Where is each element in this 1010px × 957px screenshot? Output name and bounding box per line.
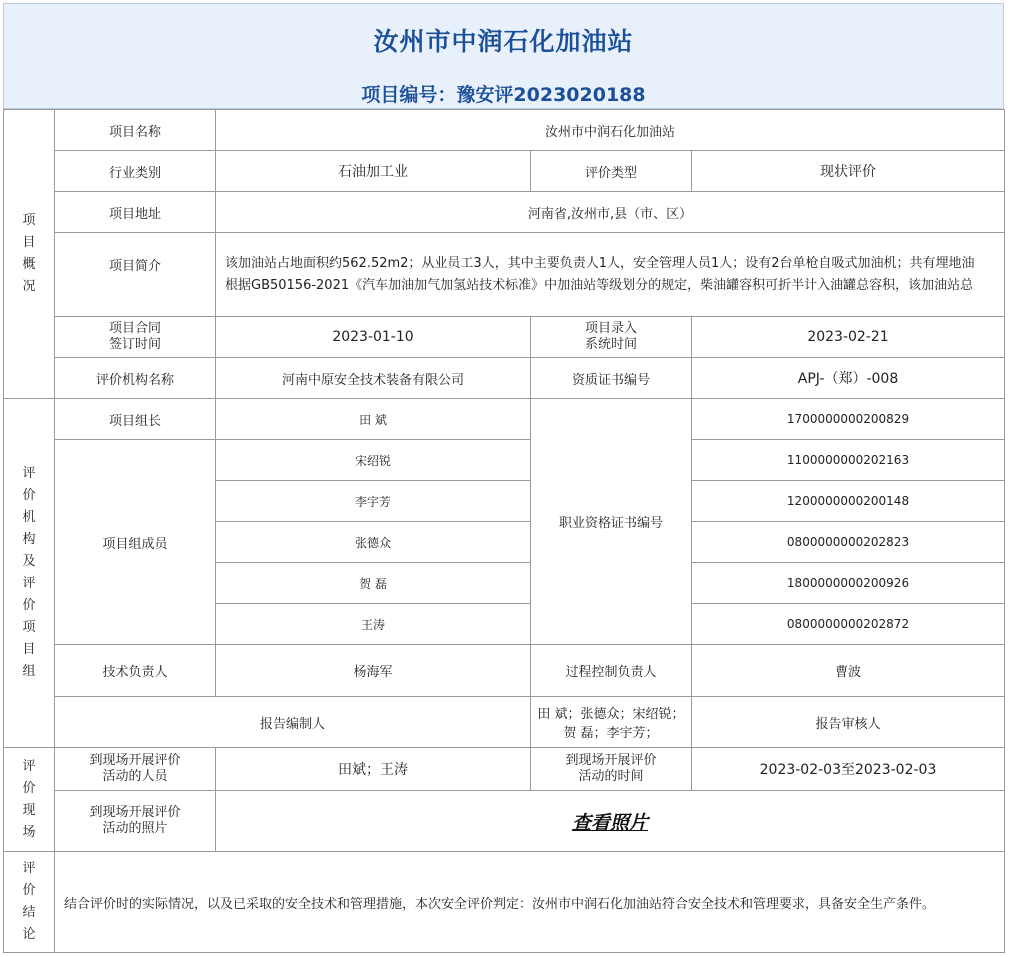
value-conclusion: 结合评价时的实际情况，以及已采取的安全技术和管理措施，本次安全评价判定：汝州市中润石化加油站符合安全技术和管理要求，具备安全生产条件。 xyxy=(55,852,1005,953)
project-info-table xyxy=(3,109,1005,953)
section-conclusion-label: 评 价 结 论 xyxy=(4,852,55,953)
view-photos-link[interactable]: 查看照片 xyxy=(571,811,648,834)
label-site-photos: 到现场开展评价 活动的照片 xyxy=(55,791,216,852)
value-entry-time: 2023-02-21 xyxy=(692,317,1005,358)
row-project-name xyxy=(4,110,1005,151)
label-tech-lead: 技术负责人 xyxy=(55,645,216,697)
row-summary xyxy=(4,233,1005,317)
value-process-lead: 曹波 xyxy=(692,645,1005,697)
row-site-people xyxy=(4,748,1005,791)
page-header xyxy=(3,3,1004,109)
project-number xyxy=(4,80,1003,107)
site-photos-cell xyxy=(216,791,1005,852)
row-industry xyxy=(4,151,1005,192)
value-tech-lead: 杨海军 xyxy=(216,645,531,697)
member-name: 宋绍锐 xyxy=(216,440,531,481)
section-org-label: 评 价 机 构 及 评 价 项 目 组 xyxy=(4,399,55,748)
row-leader xyxy=(4,399,1005,440)
row-report xyxy=(4,697,1005,748)
value-summary xyxy=(216,233,1005,317)
row-tech-lead xyxy=(4,645,1005,697)
row-site-photos xyxy=(4,791,1005,852)
label-address: 项目地址 xyxy=(55,192,216,233)
page-title: 汝州市中润石化加油站 xyxy=(373,27,634,56)
value-address: 河南省,汝州市,县（市、区） xyxy=(216,192,1005,233)
label-eval-type: 评价类型 xyxy=(531,151,692,192)
value-site-time: 2023-02-03至2023-02-03 xyxy=(692,748,1005,791)
summary-line-2: 根据GB50156-2021《汽车加油加气加氢站技术标准》中加油站等级划分的规定，柴油罐容积可折半计入油罐总容积，该加油站总 xyxy=(225,277,974,293)
member-cert: 1200000000200148 xyxy=(692,481,1005,522)
row-agency xyxy=(4,358,1005,399)
summary-line-1: 该加油站占地面积约562.52m2；从业员工3人，其中主要负责人1人，安全管理人员1人；设有2台单枪自吸式加油机；共有埋地油 xyxy=(225,255,975,271)
member-cert: 0800000000202872 xyxy=(692,604,1005,645)
label-process-lead: 过程控制负责人 xyxy=(531,645,692,697)
label-site-people: 到现场开展评价 活动的人员 xyxy=(55,748,216,791)
value-report-author: 田 斌；张德众；宋绍锐；贺 磊；李宇芳； xyxy=(531,697,692,748)
member-name: 李宇芳 xyxy=(216,481,531,522)
value-site-people: 田斌；王涛 xyxy=(216,748,531,791)
section-overview-label: 项 目 概 况 xyxy=(4,110,55,399)
label-site-time: 到现场开展评价 活动的时间 xyxy=(531,748,692,791)
value-industry: 石油加工业 xyxy=(216,151,531,192)
value-eval-type: 现状评价 xyxy=(692,151,1005,192)
label-project-name: 项目名称 xyxy=(55,110,216,151)
label-agency-name: 评价机构名称 xyxy=(55,358,216,399)
value-agency-name: 河南中原安全技术装备有限公司 xyxy=(216,358,531,399)
label-cert-no: 资质证书编号 xyxy=(531,358,692,399)
value-contract-time: 2023-01-10 xyxy=(216,317,531,358)
row-address xyxy=(4,192,1005,233)
value-leader-cert: 1700000000200829 xyxy=(692,399,1005,440)
label-report-author: 报告编制人 xyxy=(55,697,531,748)
project-number-value: 豫安评2023020188 xyxy=(456,84,646,106)
value-project-name: 汝州市中润石化加油站 xyxy=(216,110,1005,151)
value-leader: 田 斌 xyxy=(216,399,531,440)
label-members: 项目组成员 xyxy=(55,440,216,645)
member-name: 张德众 xyxy=(216,522,531,563)
member-cert: 0800000000202823 xyxy=(692,522,1005,563)
row-times xyxy=(4,317,1005,358)
label-report-reviewer: 报告审核人 xyxy=(692,697,1005,748)
label-contract-time: 项目合同 签订时间 xyxy=(55,317,216,358)
label-entry-time: 项目录入 系统时间 xyxy=(531,317,692,358)
member-cert: 1800000000200926 xyxy=(692,563,1005,604)
row-conclusion xyxy=(4,852,1005,953)
label-summary: 项目简介 xyxy=(55,233,216,317)
section-site-label: 评 价 现 场 xyxy=(4,748,55,852)
label-industry: 行业类别 xyxy=(55,151,216,192)
label-leader: 项目组长 xyxy=(55,399,216,440)
member-name: 贺 磊 xyxy=(216,563,531,604)
label-qual-cert-no: 职业资格证书编号 xyxy=(531,399,692,645)
member-cert: 1100000000202163 xyxy=(692,440,1005,481)
member-name: 王涛 xyxy=(216,604,531,645)
project-number-label: 项目编号： xyxy=(361,84,457,106)
value-cert-no: APJ-（郑）-008 xyxy=(692,358,1005,399)
table-row xyxy=(4,440,1005,481)
